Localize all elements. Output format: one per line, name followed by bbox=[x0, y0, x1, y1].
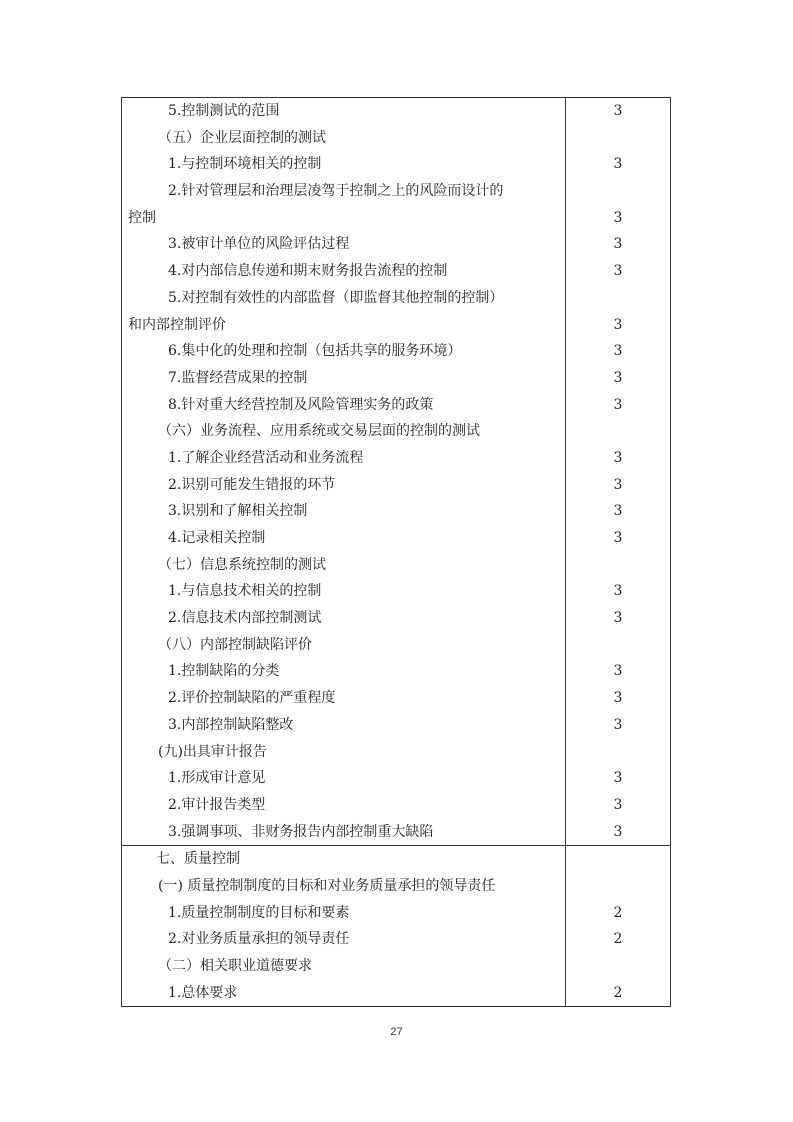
score-value: 2 bbox=[613, 904, 623, 921]
score-value: 3 bbox=[613, 343, 623, 360]
syllabus-table bbox=[121, 97, 671, 1007]
topic-item: 8.针对重大经营控制及风险管理实务的政策 bbox=[168, 396, 434, 413]
score-value: 3 bbox=[613, 503, 623, 520]
topic-group-title: (一) 质量控制制度的目标和对业务质量承担的领导责任 bbox=[158, 877, 496, 894]
score-value: 3 bbox=[613, 449, 623, 466]
score-value: 3 bbox=[613, 796, 623, 813]
topic-item: 4.对内部信息传递和期末财务报告流程的控制 bbox=[168, 263, 448, 280]
section-heading: 七、质量控制 bbox=[156, 851, 240, 868]
topic-item: 控制 bbox=[128, 209, 156, 226]
topic-group-title: (九)出具审计报告 bbox=[158, 743, 267, 760]
topic-group-title: （二）相关职业道德要求 bbox=[158, 958, 312, 974]
topic-item: 1.控制缺陷的分类 bbox=[168, 663, 280, 680]
score-value bbox=[566, 418, 670, 445]
score-value: 3 bbox=[613, 476, 623, 493]
score-value bbox=[566, 873, 670, 900]
topic-item: 7.监督经营成果的控制 bbox=[168, 369, 308, 386]
score-value: 3 bbox=[613, 690, 623, 707]
topic-group-title: （八）内部控制缺陷评价 bbox=[158, 636, 312, 653]
topic-item: 2.信息技术内部控制测试 bbox=[168, 610, 322, 627]
topic-item: 5.控制测试的范围 bbox=[168, 103, 280, 119]
score-value bbox=[566, 953, 670, 980]
score-value bbox=[566, 739, 670, 766]
topic-item: 1.总体要求 bbox=[168, 984, 238, 1001]
topic-item: 3.被审计单位的风险评估过程 bbox=[168, 236, 350, 253]
scores-cell-b bbox=[566, 846, 671, 1007]
score-value: 3 bbox=[613, 583, 623, 600]
score-value bbox=[566, 178, 670, 205]
score-value: 3 bbox=[613, 770, 623, 787]
topic-item: 1.质量控制制度的目标和要素 bbox=[168, 904, 350, 921]
score-value bbox=[566, 846, 670, 873]
topic-item: 3.强调事项、非财务报告内部控制重大缺陷 bbox=[168, 823, 434, 840]
topics-cell-b bbox=[122, 846, 566, 1007]
score-value: 3 bbox=[613, 316, 623, 333]
topics-cell-a bbox=[122, 98, 566, 846]
table-row-section-a bbox=[122, 98, 671, 846]
topic-item: 1.与信息技术相关的控制 bbox=[168, 583, 322, 600]
score-value: 3 bbox=[613, 209, 623, 226]
score-value: 3 bbox=[613, 663, 623, 680]
topic-item: 3.内部控制缺陷整改 bbox=[168, 716, 294, 733]
topic-item: 2.识别可能发生错报的环节 bbox=[168, 476, 336, 493]
topic-item: 2.对业务质量承担的领导责任 bbox=[168, 931, 350, 948]
topic-group-title: （七）信息系统控制的测试 bbox=[158, 556, 326, 573]
score-value bbox=[566, 632, 670, 659]
score-value bbox=[566, 285, 670, 312]
score-value: 2 bbox=[613, 984, 623, 1001]
topic-item: 2.评价控制缺陷的严重程度 bbox=[168, 690, 336, 707]
topic-group-title: （六）业务流程、应用系统或交易层面的控制的测试 bbox=[158, 423, 480, 440]
score-value: 3 bbox=[613, 156, 623, 173]
score-value: 3 bbox=[613, 396, 623, 413]
score-value: 3 bbox=[613, 716, 623, 733]
topic-item: 4.记录相关控制 bbox=[168, 530, 266, 546]
topic-item: 1.与控制环境相关的控制 bbox=[168, 156, 322, 173]
topic-item: 2.审计报告类型 bbox=[168, 796, 266, 813]
topic-group-title: （五）企业层面控制的测试 bbox=[158, 129, 326, 146]
score-value: 3 bbox=[613, 369, 623, 386]
score-value: 3 bbox=[613, 103, 623, 119]
scores-cell-a bbox=[566, 98, 671, 846]
page-number: 27 bbox=[390, 1026, 403, 1038]
score-value bbox=[566, 125, 670, 152]
topic-item: 5.对控制有效性的内部监督（即监督其他控制的控制） bbox=[168, 289, 504, 306]
score-value: 3 bbox=[613, 530, 623, 546]
score-value: 2 bbox=[613, 931, 623, 948]
topic-item: 1.形成审计意见 bbox=[168, 770, 266, 787]
table-row-section-b bbox=[122, 846, 671, 1007]
score-value: 3 bbox=[613, 236, 623, 253]
score-value bbox=[566, 552, 670, 579]
topic-item: 1.了解企业经营活动和业务流程 bbox=[168, 449, 364, 466]
score-value: 3 bbox=[613, 263, 623, 280]
topic-item: 2.针对管理层和治理层凌驾于控制之上的风险而设计的 bbox=[168, 183, 504, 200]
score-value: 3 bbox=[613, 610, 623, 627]
topic-item: 3.识别和了解相关控制 bbox=[168, 503, 308, 520]
score-value: 3 bbox=[613, 823, 623, 840]
topic-item: 和内部控制评价 bbox=[128, 316, 226, 333]
topic-item: 6.集中化的处理和控制（包括共享的服务环境） bbox=[168, 343, 462, 360]
